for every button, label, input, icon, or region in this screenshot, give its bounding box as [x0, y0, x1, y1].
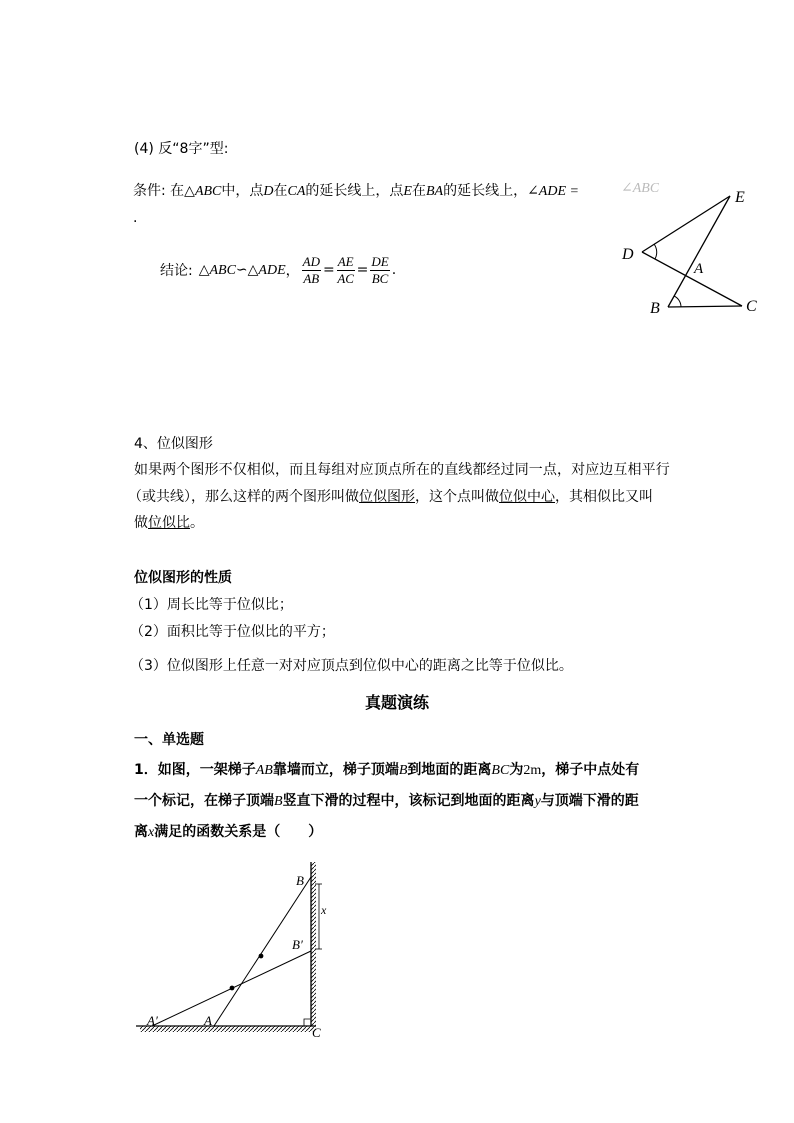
term-homothety-ratio: 位似比: [148, 515, 190, 531]
equals-sign: =: [322, 262, 335, 278]
label-d: D: [622, 246, 634, 263]
ground-hatch: [140, 1026, 316, 1032]
text: 一个标记，在梯子顶端: [134, 793, 274, 809]
property-2: （2）面积比等于位似比的平方；: [130, 624, 335, 640]
wall-hatch: [311, 862, 316, 1026]
label-c: C: [312, 1025, 321, 1040]
cond-point-e: E: [403, 184, 412, 199]
text: 靠墙而立，梯子顶端: [272, 762, 399, 778]
condition-line: [133, 180, 579, 200]
fraction-ad-ab: $\frac{AD}{AB}$: [302, 253, 320, 286]
cond-text: 中，点: [221, 183, 264, 199]
property-3: （3）位似图形上任意一对对应顶点到位似中心的距离之比等于位似比。: [130, 658, 573, 674]
label-b: B: [296, 873, 304, 888]
label-x: x: [321, 903, 327, 917]
property-1: （1）周长比等于位似比；: [130, 597, 293, 613]
cond-prefix: 条件: 在: [133, 183, 185, 199]
text: 离: [134, 824, 148, 840]
concl-comma: ，: [285, 263, 300, 279]
label-e: E: [735, 189, 745, 206]
homothety-paragraph-line2: [128, 486, 653, 506]
label-b: B: [650, 300, 660, 317]
text: ，梯子中点处有: [541, 762, 640, 778]
question-1-line2: [134, 790, 639, 810]
question-1-line3: [134, 821, 322, 841]
text: 到地面的距离: [407, 762, 492, 778]
text: 1．如图，一架梯子: [134, 762, 256, 778]
term-homothetic-figure: 位似图形: [359, 489, 415, 505]
equals-sign: =: [356, 262, 369, 278]
cond-angle-cut: ∠ABC: [621, 181, 659, 196]
homothety-paragraph-line3: [134, 512, 204, 532]
cond-period: .: [133, 210, 138, 226]
text: 满足的函数关系是（ ）: [154, 824, 323, 840]
cond-point-d: D: [263, 184, 274, 199]
text: ，这个点叫做: [415, 489, 499, 505]
var-x: x: [148, 825, 155, 840]
cond-text: 的延长线上，点: [305, 183, 404, 199]
figure-ladder-wall: [130, 855, 340, 1045]
angle-arc-b: [674, 296, 681, 307]
angle-arc-d: [654, 244, 657, 259]
cond-ca: CA: [287, 184, 306, 199]
label-b-prime: B′: [292, 937, 303, 952]
fraction-ae-ac: $\frac{AE}{AC}$: [337, 253, 354, 286]
text: 为: [509, 762, 524, 778]
practice-title: 真题演练: [364, 693, 429, 712]
cond-ba: BA: [425, 184, 444, 199]
cond-text: 在: [411, 183, 426, 199]
concl-prefix: 结论:: [160, 263, 193, 279]
cond-angle: ∠ADE =: [527, 184, 579, 199]
cond-text: 在: [273, 183, 288, 199]
fraction-de-bc: $\frac{DE}{BC}$: [371, 253, 389, 286]
text: （或共线），那么这样的两个图形叫做: [128, 489, 359, 505]
midpoint-marker-ab: [259, 954, 264, 959]
segment-b-c: [668, 306, 742, 307]
section-heading-reverse-8: (4) 反“8字”型:: [134, 141, 229, 157]
figure-reverse-8-triangles: [610, 180, 770, 320]
midpoint-marker-apbp: [230, 986, 235, 991]
var-b: B: [398, 763, 408, 778]
segment-d-c: [642, 252, 742, 306]
concl-end: .: [391, 262, 397, 278]
properties-title: 位似图形的性质: [134, 570, 232, 586]
label-c: C: [746, 298, 757, 315]
homothety-paragraph-line1: 如果两个图形不仅相似，而且每组对应顶点所在的直线都经过同一点，对应边互相平行: [134, 462, 670, 478]
question-1-line1: [134, 759, 639, 779]
cond-text: 的延长线上，: [443, 183, 528, 199]
var-ab: AB: [255, 763, 273, 778]
text: 。: [190, 515, 204, 531]
section-single-choice: 一、单选题: [134, 732, 204, 748]
text: 与顶端下滑的距: [540, 793, 639, 809]
concl-similar: △ABC∽△ADE: [198, 262, 286, 278]
var-y: y: [534, 794, 541, 809]
label-a: A: [204, 1013, 212, 1028]
homothety-title: 4、位似图形: [134, 436, 213, 452]
var-bc: BC: [491, 763, 510, 778]
var-b: B: [274, 794, 283, 809]
label-a-prime: A′: [147, 1013, 158, 1028]
value-2m: 2m: [523, 763, 542, 778]
text: 竖直下滑的过程中，该标记到地面的距离: [282, 793, 535, 809]
text: 做: [134, 515, 148, 531]
label-a: A: [694, 261, 704, 277]
segment-e-b: [668, 196, 730, 307]
right-angle-mark: [304, 1019, 311, 1026]
term-homothety-center: 位似中心: [499, 489, 555, 505]
segment-d-e: [642, 196, 730, 252]
text: ，其相似比又叫: [555, 489, 653, 505]
cond-triangle: △ABC: [184, 184, 222, 199]
conclusion-line: [160, 250, 396, 290]
